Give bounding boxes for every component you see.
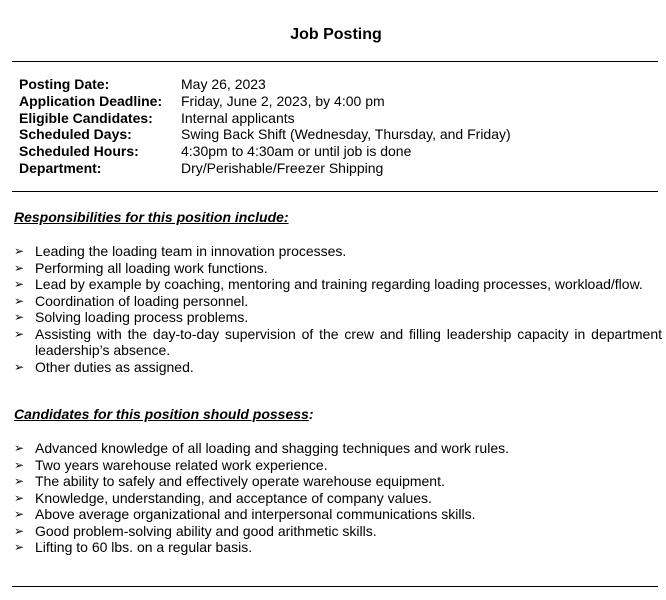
list-item (14, 326, 662, 359)
list-item (14, 457, 662, 474)
list-item-text: Knowledge, understanding, and acceptance of company values. (35, 489, 432, 506)
detail-row-department (19, 160, 511, 177)
arrowhead-bullet-icon: ➢ (14, 359, 25, 374)
arrowhead-bullet-icon: ➢ (14, 507, 25, 521)
list-item-text: Two years warehouse related work experience. (35, 456, 328, 473)
arrowhead-bullet-icon: ➢ (14, 244, 25, 258)
arrowhead-bullet-icon: ➢ (14, 260, 25, 275)
page-title: Job Posting (290, 26, 382, 43)
list-item-text: Leading the loading team in innovation processes. (35, 243, 347, 259)
arrowhead-bullet-icon: ➢ (14, 441, 25, 455)
detail-row-application-deadline (19, 93, 511, 110)
arrowhead-bullet-icon: ➢ (14, 277, 25, 291)
responsibilities-heading (14, 209, 289, 226)
list-item (14, 309, 662, 326)
responsibilities-heading-text: Responsibilities for this position include: (14, 209, 289, 225)
detail-row-scheduled-days (19, 126, 511, 143)
list-item-text: Solving loading process problems. (35, 309, 249, 325)
qualifications-heading (14, 406, 314, 423)
arrowhead-bullet-icon: ➢ (14, 474, 25, 488)
detail-label: Scheduled Days: (19, 126, 132, 143)
detail-label: Eligible Candidates: (19, 109, 153, 126)
posting-details (19, 76, 511, 177)
list-item (14, 359, 662, 376)
list-item-text: Coordination of loading personnel. (35, 292, 249, 309)
arrowhead-bullet-icon: ➢ (14, 523, 25, 538)
list-item (14, 440, 662, 457)
detail-label: Application Deadline: (19, 92, 163, 109)
list-item (14, 473, 662, 490)
qualifications-list (14, 440, 662, 556)
list-item-text: Assisting with the day-to-day supervision of the crew and filling leadership capacity in department leadership’s absence. (35, 325, 662, 358)
list-item (14, 276, 662, 293)
list-item (14, 539, 662, 556)
divider-middle (12, 191, 658, 192)
detail-value: Dry/Perishable/Freezer Shipping (181, 159, 384, 176)
list-item (14, 243, 662, 260)
detail-value: May 26, 2023 (181, 76, 266, 92)
arrowhead-bullet-icon: ➢ (14, 310, 25, 324)
detail-label: Scheduled Hours: (19, 143, 139, 160)
list-item-text: Performing all loading work functions. (35, 259, 268, 276)
arrowhead-bullet-icon: ➢ (14, 457, 25, 472)
arrowhead-bullet-icon: ➢ (14, 540, 25, 554)
detail-row-scheduled-hours (19, 143, 511, 160)
list-item (14, 490, 662, 507)
qualifications-heading-text: Candidates for this position should possess (14, 406, 309, 422)
detail-value: Swing Back Shift (Wednesday, Thursday, and Friday) (181, 126, 511, 143)
arrowhead-bullet-icon: ➢ (14, 326, 25, 341)
divider-bottom (12, 586, 658, 587)
list-item (14, 506, 662, 523)
detail-value: Internal applicants (181, 109, 295, 126)
list-item (14, 293, 662, 310)
list-item-text: Advanced knowledge of all loading and shagging techniques and work rules. (35, 440, 509, 456)
arrowhead-bullet-icon: ➢ (14, 293, 25, 308)
detail-row-eligible-candidates (19, 110, 511, 127)
list-item-text: Above average organizational and interpersonal communications skills. (35, 506, 476, 522)
list-item-text: Good problem-solving ability and good arithmetic skills. (35, 522, 377, 539)
detail-label: Posting Date: (19, 76, 110, 92)
responsibilities-list (14, 243, 662, 375)
detail-value: Friday, June 2, 2023, by 4:00 pm (181, 92, 385, 109)
list-item-text: Lead by example by coaching, mentoring and training regarding loading processes, workload/flow. (35, 276, 643, 292)
list-item (14, 260, 662, 277)
detail-row-posting-date (19, 76, 511, 93)
qualifications-heading-colon: : (308, 406, 314, 422)
divider-top (12, 61, 658, 62)
list-item-text: Other duties as assigned. (35, 358, 194, 375)
list-item-text: Lifting to 60 lbs. on a regular basis. (35, 539, 253, 555)
arrowhead-bullet-icon: ➢ (14, 490, 25, 505)
detail-label: Department: (19, 159, 102, 176)
list-item-text: The ability to safely and effectively operate warehouse equipment. (35, 473, 445, 489)
list-item (14, 523, 662, 540)
detail-value: 4:30pm to 4:30am or until job is done (181, 143, 412, 160)
